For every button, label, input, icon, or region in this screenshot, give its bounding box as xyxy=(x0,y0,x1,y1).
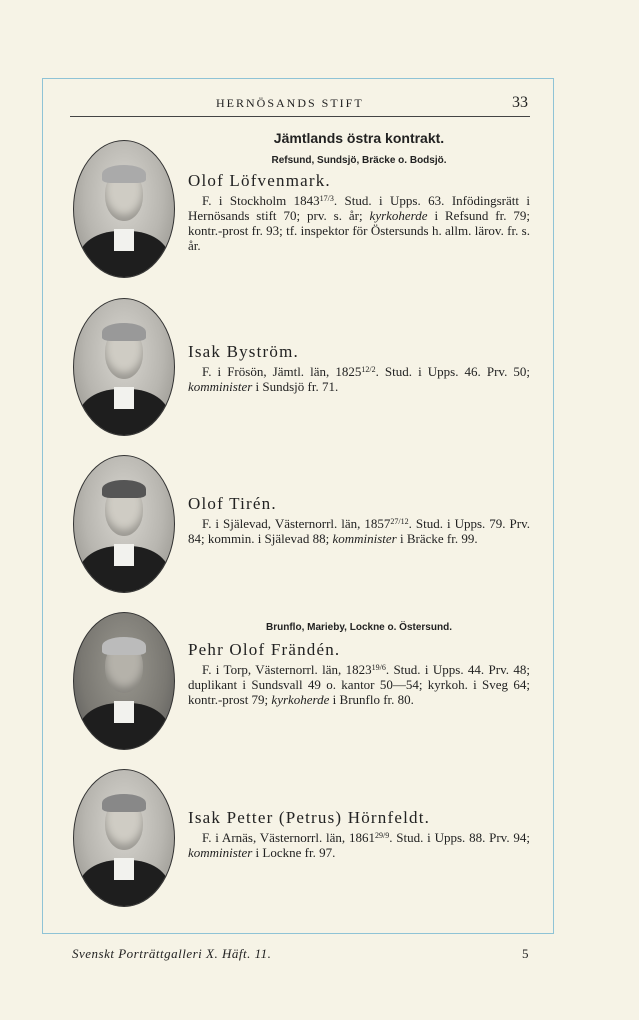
title-italic: kyrkoherde xyxy=(369,208,428,223)
bio-segment: F. i Frösön, Jämtl. län, 1825 xyxy=(202,364,362,379)
biography-entry xyxy=(188,342,530,394)
person-name: Olof Löfvenmark. xyxy=(188,171,331,190)
portrait-photo xyxy=(73,769,175,907)
birth-date-superscript: 12/2 xyxy=(361,365,376,374)
biography-entry xyxy=(188,171,530,253)
person-name: Isak Byström. xyxy=(188,342,299,361)
running-header xyxy=(70,96,530,117)
bio-segment: F. i Själevad, Västernorrl. län, 1857 xyxy=(202,516,391,531)
bio-segment: . Stud. i Upps. 79. Prv. 84; kommin. i Själevad 88; xyxy=(188,516,530,546)
biography-entry xyxy=(188,808,530,860)
running-title: HERNÖSANDS STIFT xyxy=(216,96,364,110)
portrait-photo xyxy=(73,298,175,436)
bio-segment: . Stud. i Upps. 88. Prv. 94; xyxy=(389,830,530,845)
section-subtitle: Refsund, Sundsjö, Bräcke o. Bodsjö. xyxy=(271,155,447,166)
publication-footer: Svenskt Porträttgalleri X. Häft. 11. xyxy=(72,946,272,961)
bio-segment: i Lockne fr. 97. xyxy=(252,845,336,860)
portrait-photo xyxy=(73,455,175,593)
bio-segment: i Refsund fr. 79; kontr.-prost fr. 93; tf. inspektor för Östersunds h. allm. lärov. fr. s. år. xyxy=(188,208,531,253)
bio-segment: . Stud. i Upps. 46. Prv. 50; xyxy=(375,364,530,379)
title-italic: komminister xyxy=(188,845,253,860)
birth-date-superscript: 19/6 xyxy=(371,663,386,672)
bio-segment: . Stud. i Upps. 63. Infödingsrätt i Hernösands stift 70; prv. s. år; xyxy=(188,193,530,223)
section-subtitle: Brunflo, Marieby, Lockne o. Östersund. xyxy=(266,622,452,633)
bio-segment: F. i Arnäs, Västernorrl. län, 1861 xyxy=(202,830,375,845)
sheet-number: 5 xyxy=(522,946,529,961)
bio-segment: i Brunflo fr. 80. xyxy=(329,692,414,707)
biography-text xyxy=(188,662,530,707)
biography-text xyxy=(188,193,530,253)
title-italic: kyrkoherde xyxy=(271,692,330,707)
bio-segment: i Sundsjö fr. 71. xyxy=(252,379,339,394)
biography-entry xyxy=(188,640,530,707)
biography-entry xyxy=(188,494,530,546)
biography-text xyxy=(188,364,530,394)
biography-text xyxy=(188,830,530,860)
portrait-photo xyxy=(73,612,175,750)
bio-segment: i Bräcke fr. 99. xyxy=(396,531,478,546)
section-title: Jämtlands östra kontrakt. xyxy=(273,130,445,146)
page-number: 33 xyxy=(512,94,528,111)
birth-date-superscript: 17/3 xyxy=(319,194,334,203)
bio-segment: F. i Stockholm 1843 xyxy=(202,193,320,208)
bio-segment: F. i Torp, Västernorrl. län, 1823 xyxy=(202,662,372,677)
bio-segment: . Stud. i Upps. 44. Prv. 48; duplikant i Sundsvall 49 o. kantor 50—54; kyrkoh. i Sveg 64; kontr.-prost 79; xyxy=(188,662,530,707)
person-name: Pehr Olof Frändén. xyxy=(188,640,341,659)
portrait-photo xyxy=(73,140,175,278)
birth-date-superscript: 27/12 xyxy=(390,517,409,526)
person-name: Olof Tirén. xyxy=(188,494,277,513)
birth-date-superscript: 29/9 xyxy=(374,831,390,840)
title-italic: komminister xyxy=(332,531,397,546)
title-italic: komminister xyxy=(188,379,253,394)
biography-text xyxy=(188,516,530,546)
person-name: Isak Petter (Petrus) Hörnfeldt. xyxy=(188,808,431,827)
